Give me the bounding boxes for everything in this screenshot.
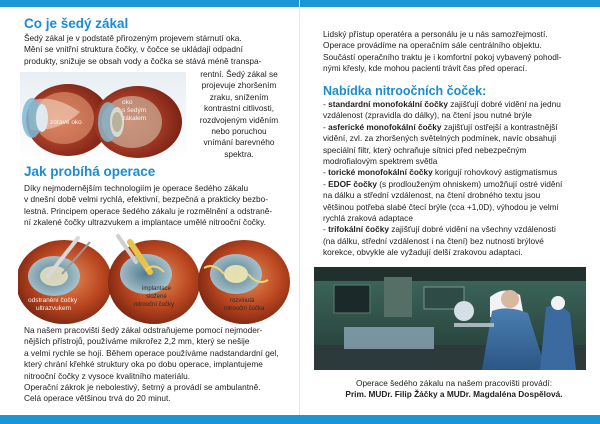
- lens-name: torické monofokální čočky: [328, 167, 433, 178]
- text-line: Celá operace většinou trvá do 20 minut.: [24, 393, 171, 404]
- text-line: spektra.: [224, 148, 254, 159]
- text-line: vnímání barevného: [203, 137, 275, 148]
- photo-caption: [323, 378, 585, 401]
- cataract-eye-drawing: [94, 86, 182, 158]
- label-healthy-eye: zdravé oko: [50, 119, 82, 126]
- label-cataract-eye-2: s šedým: [122, 107, 147, 114]
- bottom-accent-bar: [0, 415, 600, 424]
- lens-desc: zajišťují dobré vidění na všechny vzdálenosti: [388, 224, 556, 235]
- text-line: nitrooční čočky z vysoce kvalitního materiálu.: [24, 370, 191, 381]
- heading-how-surgery-works: Jak probíhá operace: [24, 164, 156, 179]
- label-cataract-eye-1: oko: [122, 99, 133, 106]
- surgeon-names: Prim. MUDr. Filip Žáčky a MUDr. Magdaléna Dospělová.: [345, 389, 563, 400]
- lens-item-standard: - standardní monofokální čočky zajišťují dobré vidění na jednu vzdálenost (zpravidla do dálky), na čtení jsou nutné brýle: [323, 99, 561, 121]
- label-step2-line2: složené: [146, 294, 167, 300]
- label-step3-line2: nitrooční čočka: [224, 306, 265, 312]
- text-line: zraku, snížením: [209, 91, 269, 102]
- label-step2-line3: nitrooční čočky: [134, 302, 175, 308]
- lens-desc: rychlá zraková adaptace: [323, 213, 413, 224]
- text-line: a velmi rychle se hojí. Během operace používáme nadstandardní gel,: [24, 347, 279, 358]
- lens-desc: zajišťují ostřejší a kontrastnější: [441, 121, 558, 132]
- text-line: Díky nejmodernějším technologiím je operace šedého zákalu: [24, 183, 249, 193]
- lens-desc: (s prodlouženým ohniskem) umožňují ostré vidění: [376, 178, 563, 189]
- lens-desc: korekce, obvykle ale vyžadují delší zrakovou adaptaci.: [323, 247, 523, 258]
- text-line: Šedý zákal je v podstatě přirozeným projevem stárnutí oka.: [24, 33, 242, 43]
- cataract-symptoms: [188, 69, 290, 160]
- label-step1-line2: ultrazvukem: [36, 305, 72, 312]
- text-line: rentní. Šedý zákal se: [200, 69, 278, 79]
- label-step3-line1: rozvinutá: [230, 298, 255, 304]
- lens-name: trifokální čočky: [328, 224, 389, 235]
- our-clinic-text: [24, 325, 294, 405]
- text-line: Operační zákrok je nebolestivý, šetrný a provádí se ambulantně.: [24, 382, 261, 393]
- heading-what-is-cataract: Co je šedý zákal: [24, 16, 129, 31]
- text-line: který chrání křehké struktury oka po dobu operace, implantujeme: [24, 359, 263, 370]
- text-line: nebo poruchou: [211, 126, 267, 137]
- text-line: projevuje zhoršením: [201, 80, 277, 91]
- lens-desc: korigují rohovkový astigmatismus: [432, 167, 558, 178]
- operating-room-photo: [314, 267, 586, 370]
- lens-name: standardní monofokální čočky: [328, 99, 448, 109]
- text-line: produkty, snižuje se obsah vody a čočka se stává méně transpa-: [24, 55, 262, 66]
- text-line: lestná. Principem operace šedého zákalu je rozmělnění a odstraně-: [24, 205, 273, 216]
- lens-list: [323, 99, 585, 259]
- surgery-steps-illustration: [18, 232, 290, 324]
- lens-item-edof: - EDOF čočky (s prodlouženým ohniskem) umožňují ostré vidění na dálku a střední vzdálenost, na čtení drobného textu jsou většinou potřeba slabé čtecí brýle (cca +1,0D), výhodou je velmi rychlá zraková adaptace: [323, 178, 563, 224]
- text-line: v dnešní době velmi rychlá, efektivní, bezpečná a prakticky bezbo-: [24, 194, 268, 205]
- heading-lens-offer: Nabídka nitroočních čoček:: [323, 84, 487, 98]
- lens-name: asferické monofokální čočky: [328, 121, 442, 132]
- text-line: Na našem pracovišti šedý zákal odstraňujeme pomocí nejmoder-: [24, 325, 263, 335]
- lens-item-aspheric: - asferické monofokální čočky zajišťují ostřejší a kontrastnější vidění, zvl. za zhoršených světelných podmínek, navíc obsahují speciální filtr, který ochraňuje sítnici před nebezpečným modrofialovým spektrem světla: [323, 121, 558, 167]
- lens-item-toric: - torické monofokální čočky korigují rohovkový astigmatismus: [323, 167, 558, 178]
- text-line: Operace provádíme na operačním sále centrálního objektu.: [323, 40, 542, 51]
- lens-desc: (na dálku, střední vzdálenost i na čtení) bez nutnosti brýlové: [323, 235, 544, 246]
- text-line: Lidský přístup operatéra a personálu je u nás samozřejmostí.: [323, 29, 548, 39]
- text-line: rozdvojeným viděním: [199, 114, 279, 125]
- lens-desc: vidění, zvl. za zhoršených světelných podmínek, navíc obsahují: [323, 133, 557, 144]
- lens-desc: zajišťují dobré vidění na jednu: [447, 99, 561, 109]
- step2-implant-folded: [108, 236, 200, 324]
- text-line: Mění se vnitřní struktura čočky, v čočce se ukládají odpadní: [24, 44, 243, 55]
- cataract-intro: [24, 33, 289, 67]
- right-page: [300, 0, 600, 424]
- text-line: kontrastní citlivosti,: [203, 103, 275, 114]
- lens-item-trifocal: - trifokální čočky zajišťují dobré vidění na všechny vzdálenosti (na dálku, střední vzdálenost i na čtení) bez nutnosti brýlové korekce, obvykle ale vyžadují delší zrakovou adaptaci.: [323, 224, 556, 258]
- label-step1-line1: odstranění čočky: [28, 297, 78, 304]
- caption-line: Operace šedého zákalu na našem pracovišti provádí:: [355, 378, 552, 388]
- label-cataract-eye-3: zákalem: [122, 115, 147, 122]
- lens-desc: vzdálenost (zpravidla do dálky), na čtení jsou nutné brýle: [323, 110, 532, 121]
- lens-desc: většinou potřeba slabé čtecí brýle (cca +1,0D), výhodou je velmi: [323, 201, 559, 212]
- text-line: ní zkalené čočky ultrazvukem a implantace umělé nitrooční čočky.: [24, 217, 266, 228]
- text-line: Součástí operačního traktu je i komfortní pokoj vybavený pohodl-: [323, 51, 562, 62]
- text-line: nými křesly, kde mohou pacienti trávit čas před operací.: [323, 63, 528, 74]
- lens-desc: speciální filtr, který ochraňuje sítnici před nebezpečným: [323, 144, 527, 155]
- lens-name: EDOF čočky: [328, 178, 377, 189]
- lens-desc: na dálku a střední vzdálenost, na čtení drobného textu jsou: [323, 190, 541, 201]
- surgery-description: [24, 183, 290, 229]
- label-step2-line1: implantace: [142, 286, 172, 292]
- eye-comparison-illustration: [20, 72, 186, 160]
- lens-desc: modrofialovým spektrem světla: [323, 156, 438, 167]
- text-line: nějších přístrojů, používáme mikrořez 2,2 mm, který se nešije: [24, 336, 250, 347]
- personal-approach-text: [323, 29, 583, 75]
